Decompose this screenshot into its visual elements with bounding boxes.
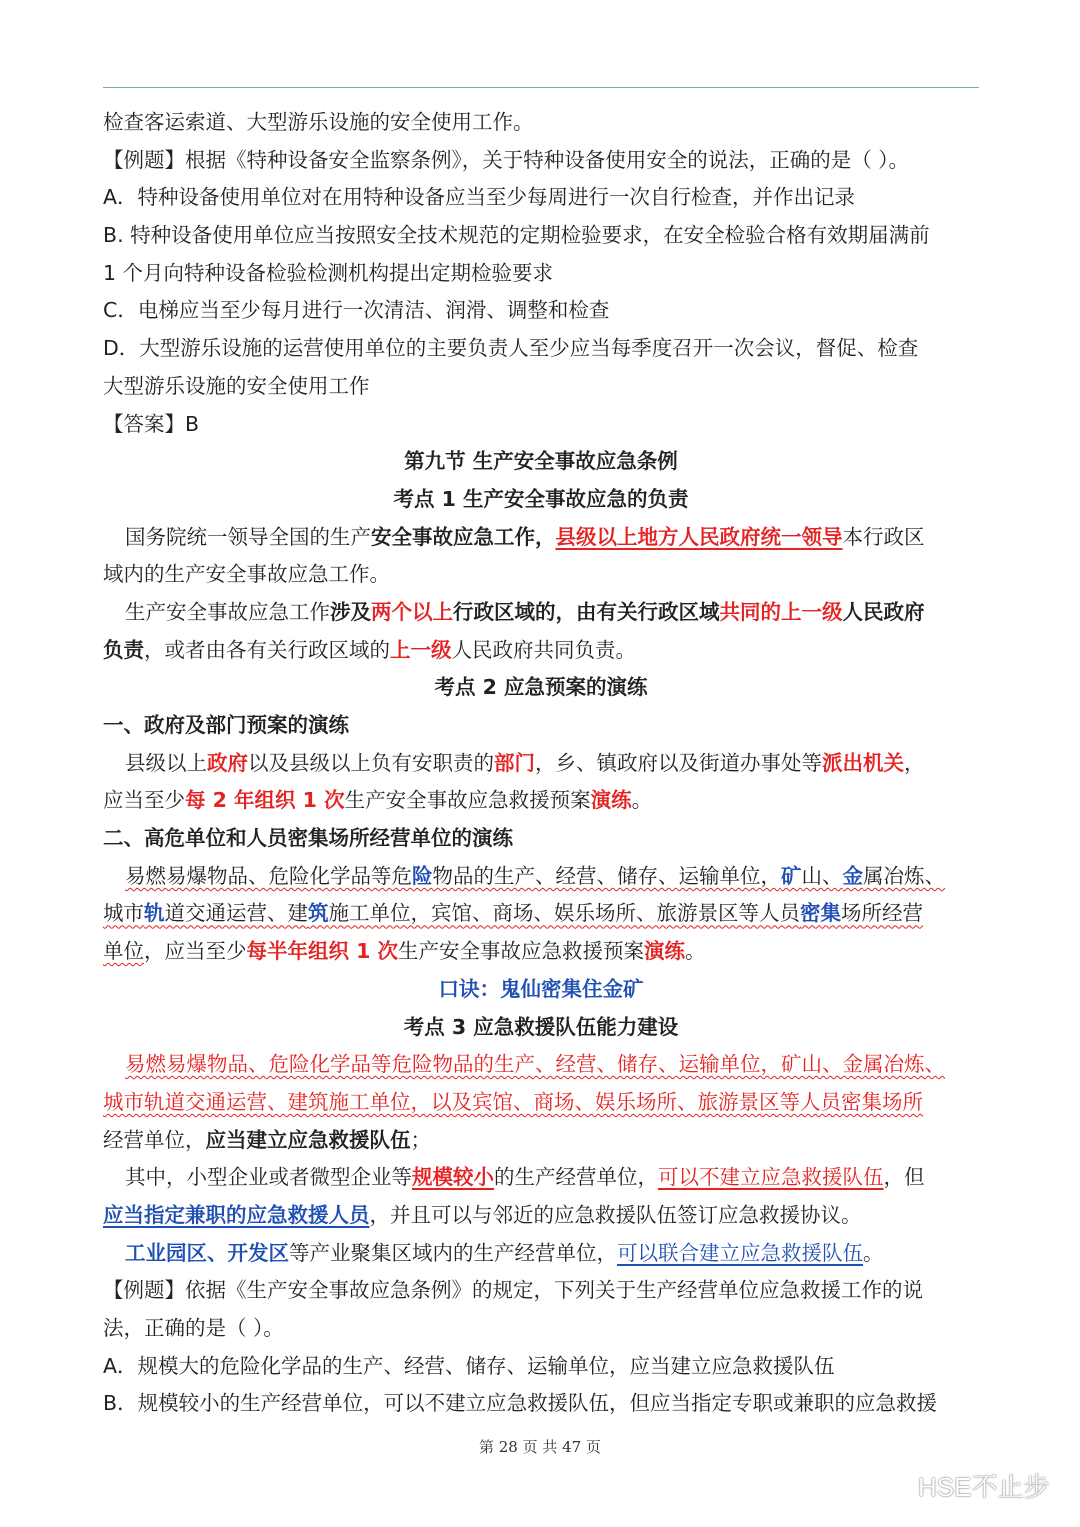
option-b [103, 217, 979, 255]
text-run: 。 [863, 1240, 884, 1265]
point-heading-2 [103, 669, 979, 707]
option-a [103, 179, 979, 217]
text-run: 上一级 [390, 637, 452, 662]
text-run: B. 特种设备使用单位应当按照安全技术规范的定期检验要求，在安全检验合格有效期届满前 [103, 223, 930, 248]
text-run: ，应当至少 [144, 939, 247, 964]
text-line [103, 104, 979, 142]
example-question-cont [103, 1310, 979, 1348]
text-run: 轨 [144, 901, 165, 926]
subheading-1 [103, 707, 979, 745]
wechat-icon [870, 1468, 910, 1502]
paragraph-cont [103, 1084, 979, 1122]
page-number: 第 28 页 共 47 页 [478, 1438, 601, 1456]
text-run: 演练 [644, 939, 686, 964]
document-body [103, 104, 979, 1423]
text-run: 每 2 年组织 1 次 [185, 788, 345, 813]
text-run: 城市 [103, 901, 144, 926]
text-run: 部门 [494, 750, 535, 775]
text-run: 第九节 生产安全事故应急条例 [404, 449, 678, 474]
text-run: 法，正确的是（ ）。 [103, 1316, 284, 1340]
point-heading-1 [103, 481, 979, 519]
text-run: 。 [685, 939, 706, 964]
text-run: 域内的生产安全事故应急工作。 [103, 562, 390, 587]
text-run: 可以联合建立应急救援队伍 [617, 1240, 863, 1265]
text-run: 考点 1 生产安全事故应急的负责 [393, 486, 689, 511]
text-run: 筑 [308, 901, 329, 926]
text-run: 其中，小型企业或者微型企业等 [125, 1165, 412, 1190]
text-run: 【例题】依据《生产安全事故应急条例》的规定，下列关于生产经营单位应急救援工作的说 [103, 1278, 923, 1303]
section-title [103, 443, 979, 481]
text-run: 人民政府共同负责。 [451, 637, 636, 662]
text-run: 应当建立应急救援队伍 [205, 1127, 411, 1152]
text-run: 道交通运营、建 [164, 901, 308, 926]
paragraph [103, 1159, 979, 1197]
text-run: 物品的生产、经营、储存、运输单位， [432, 863, 781, 888]
example-question [103, 1272, 979, 1310]
option-c [103, 292, 979, 330]
text-run: 属冶炼、 [863, 863, 945, 888]
text-run: 单位 [103, 939, 144, 964]
text-run: 本行政区 [842, 524, 925, 549]
text-run: 涉及 [330, 599, 371, 624]
text-run: 密 [800, 901, 821, 926]
text-run: 行政区域的，由有关行政区域 [453, 599, 720, 624]
text-run: 以及县级以上负有安职责的 [248, 750, 494, 775]
text-run: ，乡、镇政府以及街道办事处等 [535, 750, 822, 775]
text-run: 每半年组织 1 次 [246, 939, 399, 964]
text-run: 【例题】根据《特种设备安全监察条例》，关于特种设备使用安全的说法，正确的是（ ）。 [103, 147, 910, 172]
text-run: 派出机关 [822, 750, 904, 775]
text-run: 险 [412, 863, 433, 888]
text-run: ， [535, 524, 556, 549]
watermark [870, 1465, 1049, 1505]
paragraph-cont [103, 933, 979, 971]
example-question [103, 142, 979, 180]
header-rule [103, 87, 979, 88]
text-run: 国务院统一领导全国的生产 [125, 524, 371, 549]
text-run: ； [410, 1127, 431, 1152]
text-run: 两个以上 [371, 599, 453, 624]
text-run: 二、高危单位和人员密集场所经营单位的演练 [103, 826, 513, 851]
text-run: 可以不建立应急救援队伍 [658, 1165, 884, 1190]
text-run: 演练 [590, 788, 632, 813]
text-run: 考点 2 应急预案的演练 [434, 675, 648, 700]
option-d-cont [103, 368, 979, 406]
text-run: 安全事故应急工作 [371, 524, 535, 549]
mnemonic [103, 971, 979, 1009]
paragraph-cont [103, 1122, 979, 1160]
text-run: 生产安全事故应急救援预案 [344, 788, 591, 813]
text-run: 县级以上 [125, 750, 207, 775]
paragraph-cont [103, 632, 979, 670]
paragraph [103, 519, 979, 557]
text-run: 1 个月向特种设备检验检测机构提出定期检验要求 [103, 260, 554, 285]
text-run: 口诀：鬼仙密集住金矿 [438, 976, 644, 1001]
text-run: D．大型游乐设施的运营使用单位的主要负责人至少应当每季度召开一次会议，督促、检查 [103, 336, 919, 361]
text-run: 考点 3 应急救援队伍能力建设 [403, 1014, 679, 1039]
text-run: 工业园区、开发区 [125, 1240, 289, 1265]
text-run: 易燃易爆物品、危险化学品等危险物品的生产、经营、储存、运输单位，矿山、金属冶炼、 [125, 1052, 945, 1077]
paragraph-cont [103, 556, 979, 594]
text-run: A．规模大的危险化学品的生产、经营、储存、运输单位，应当建立应急救援队伍 [103, 1353, 835, 1378]
text-run: 应当至少 [103, 788, 185, 813]
text-run: 负责 [103, 637, 144, 662]
text-run: 金 [842, 863, 863, 888]
text-run: 。 [631, 788, 653, 813]
paragraph [103, 1046, 979, 1084]
text-run: 生产安全事故应急救援预案 [398, 939, 645, 964]
text-run: 城市轨道交通运营、建筑施工单位，以及宾馆、商场、娱乐场所、旅游景区等人员密集场所 [103, 1089, 923, 1114]
text-run: 县级以上地方人民政府统一领导 [555, 524, 843, 549]
watermark-text: HSE不止步 [918, 1471, 1050, 1502]
text-run: A．特种设备使用单位对在用特种设备应当至少每周进行一次自行检查，并作出记录 [103, 185, 856, 210]
option-a [103, 1348, 979, 1386]
answer [103, 406, 979, 444]
text-run: 的生产经营单位， [494, 1165, 658, 1190]
option-b [103, 1385, 979, 1423]
text-run: 场所经营 [841, 901, 923, 926]
text-run: 生产安全事故应急工作 [125, 599, 330, 624]
text-run: 山、 [801, 863, 843, 888]
text-run: 矿 [781, 863, 802, 888]
paragraph [103, 1235, 979, 1273]
paragraph-cont [103, 782, 979, 820]
text-run: 政府 [207, 750, 248, 775]
text-run: 经营单位， [103, 1127, 206, 1152]
text-run: 规模较小 [412, 1165, 494, 1190]
option-b-cont [103, 255, 979, 293]
text-run: ，并且可以与邻近的应急救援队伍签订应急救援协议。 [369, 1202, 862, 1227]
text-run: B．规模较小的生产经营单位，可以不建立应急救援队伍，但应当指定专职或兼职的应急救援 [103, 1391, 938, 1416]
text-run: 应当指定兼职的应急救援人员 [103, 1202, 370, 1227]
text-run: 大型游乐设施的安全使用工作 [103, 373, 370, 398]
text-run: 等产业聚集区域内的生产经营单位， [289, 1240, 617, 1265]
point-heading-3 [103, 1009, 979, 1047]
text-run: ，或者由各有关行政区域的 [144, 637, 390, 662]
text-run: ，但 [883, 1165, 925, 1190]
text-run: 施工单位，宾馆、商场、娱乐场所、旅游景区等人员 [328, 901, 800, 926]
text-run: 一、政府及部门预案的演练 [103, 713, 349, 737]
paragraph [103, 745, 979, 783]
text-run: ， [904, 750, 925, 775]
text-run: 检查客运索道、大型游乐设施的安全使用工作。 [103, 110, 534, 134]
text-run: C．电梯应当至少每月进行一次清洁、润滑、调整和检查 [103, 298, 610, 323]
text-run: 人民政府 [842, 599, 925, 624]
paragraph-cont [103, 895, 979, 933]
text-run: 共同的上一级 [719, 599, 843, 624]
subheading-2 [103, 820, 979, 858]
paragraph [103, 858, 979, 896]
text-run: 易燃易爆物品、危险化学品等危 [125, 863, 412, 888]
text-run: 【答案】B [103, 411, 200, 436]
paragraph [103, 594, 979, 632]
option-d [103, 330, 979, 368]
paragraph-cont [103, 1197, 979, 1235]
text-run: 集 [820, 901, 841, 926]
